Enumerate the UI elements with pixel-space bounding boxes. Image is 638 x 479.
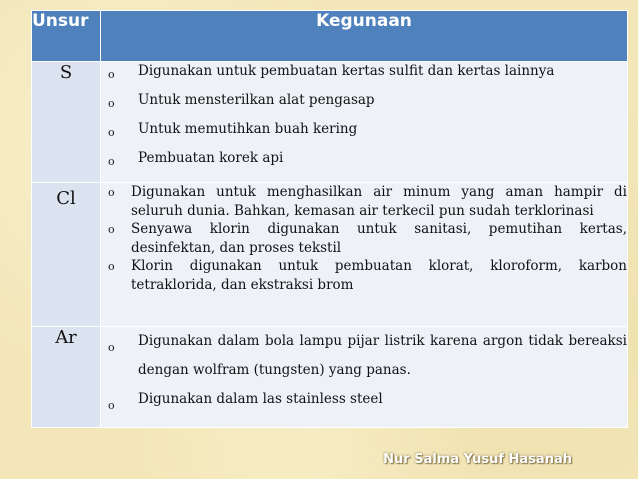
bullet-icon: o [108, 399, 115, 412]
element-cell: Ar [32, 327, 101, 428]
list-item: o Klorin digunakan untuk pembuatan klorat, kloroform, karbon tetraklorida, dan ekstraksi brom [108, 258, 627, 293]
bullet-icon: o [108, 155, 115, 168]
bullet-icon: o [108, 126, 115, 139]
uses-cell [101, 183, 628, 327]
bullet-icon: o [108, 68, 115, 81]
list-item: o Pembuatan korek api [101, 149, 627, 178]
list-item: o Untuk mensterilkan alat pengasap [101, 91, 627, 120]
element-cell: Cl [32, 183, 101, 327]
header-unsur: Unsur [32, 11, 101, 62]
uses-list [101, 62, 627, 178]
list-item: o Digunakan dalam las stainless steel [101, 385, 627, 414]
bullet-icon: o [108, 223, 115, 236]
element-cell: S [32, 62, 101, 183]
list-item: o Digunakan untuk menghasilkan air minum yang aman hampir di seluruh dunia. Bahkan, kemasan air terkecil pun sudah terklorinasi [108, 184, 627, 219]
table-row-ar [32, 327, 628, 428]
elements-usage-table [31, 10, 628, 428]
list-item: o Digunakan dalam bola lampu pijar listrik karena argon tidak bereaksi dengan wolfram (tungsten) yang panas. [108, 333, 627, 378]
author-footer: Nur Salma Yusuf Hasanah [383, 452, 572, 467]
bullet-icon: o [108, 186, 115, 199]
bullet-icon: o [108, 260, 115, 273]
table-row-cl [32, 183, 628, 327]
uses-cell [101, 327, 628, 428]
uses-list [101, 183, 627, 294]
header-kegunaan: Kegunaan [101, 11, 628, 62]
table-row-s [32, 62, 628, 183]
list-item: o Digunakan untuk pembuatan kertas sulfit dan kertas lainnya [101, 62, 627, 91]
table-header-row [32, 11, 628, 62]
bullet-icon: o [108, 341, 115, 354]
list-item: o Senyawa klorin digunakan untuk sanitasi, pemutihan kertas, desinfektan, dan proses tekstil [108, 221, 627, 256]
list-item: o Untuk memutihkan buah kering [101, 120, 627, 149]
uses-list [101, 327, 627, 414]
bullet-icon: o [108, 97, 115, 110]
uses-cell [101, 62, 628, 183]
